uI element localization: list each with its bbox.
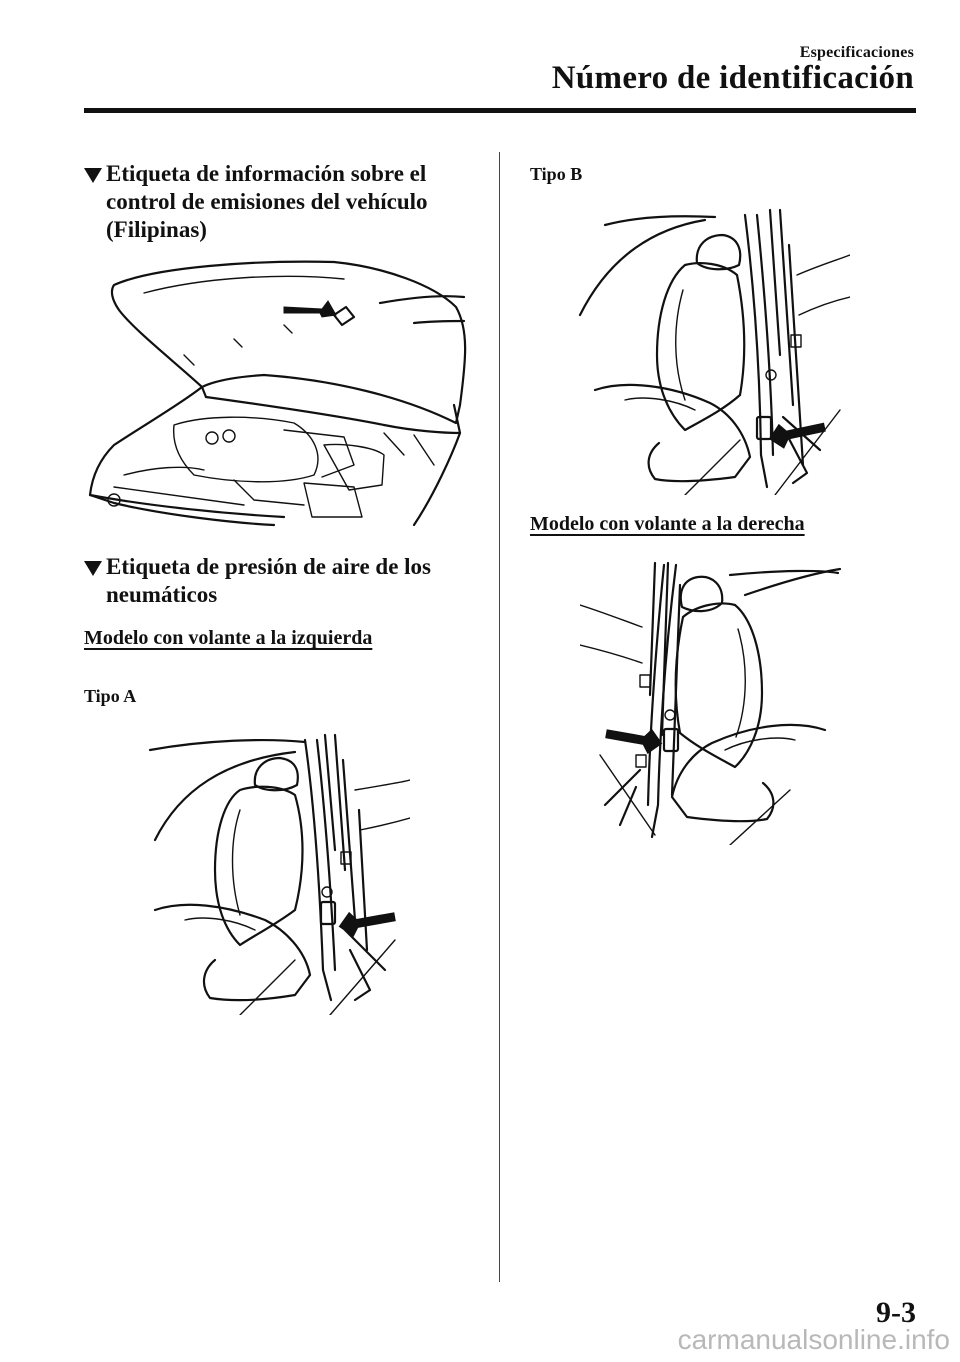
triangle-bullet-icon — [84, 168, 102, 183]
watermark-url: carmanualsonline.info — [677, 1324, 950, 1355]
page-number: 9-3 — [876, 1296, 916, 1329]
subheading-left-hand-drive: Modelo con volante a la izquierda — [84, 627, 373, 649]
label-type-a: Tipo A — [84, 686, 137, 706]
triangle-bullet-icon — [84, 561, 102, 576]
door-pillar-type-a-illustration — [145, 730, 410, 1015]
engine-hood-illustration — [84, 255, 484, 530]
subheading-right-hand-drive: Modelo con volante a la derecha — [530, 513, 805, 535]
header-rule — [84, 108, 916, 113]
page-title: Número de identificación — [551, 60, 914, 96]
door-pillar-rhd-illustration — [580, 555, 845, 845]
door-pillar-type-b-illustration — [575, 205, 850, 495]
column-divider — [499, 152, 500, 1282]
section-name: Especificaciones — [799, 44, 914, 61]
heading-tire-pressure-label: Etiqueta de presión de aire de los neumáticos — [84, 553, 484, 609]
heading-emission-label: Etiqueta de información sobre el control de emisiones del vehículo (Filipinas) — [84, 160, 484, 244]
label-type-b: Tipo B — [530, 164, 583, 184]
